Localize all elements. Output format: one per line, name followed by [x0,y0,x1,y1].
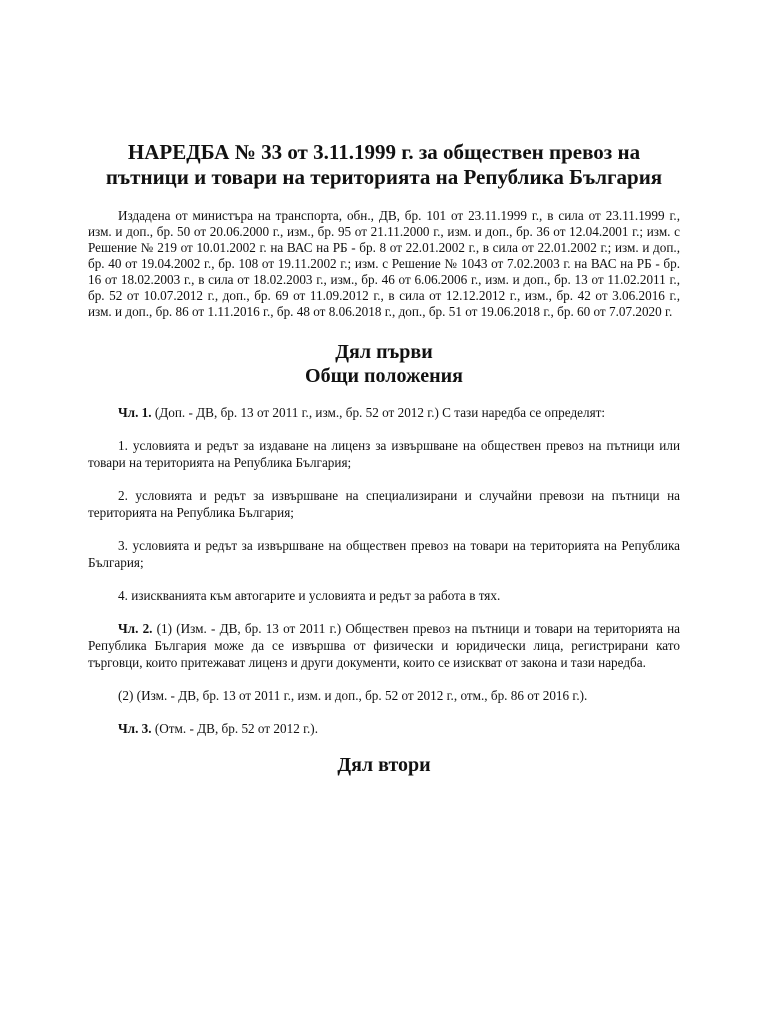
section-part-label: Дял втори [337,754,431,776]
article-text: (Отм. - ДВ, бр. 52 от 2012 г.). [151,721,318,736]
article-2-paragraph-2: (2) (Изм. - ДВ, бр. 13 от 2011 г., изм. и доп., бр. 52 от 2012 г., отм., бр. 86 от 2016 г.). [118,688,588,703]
article-1-item-2: 2. условията и редът за извършване на специализирани и случайни превози на пътници на територията на Република България; [88,488,680,520]
section-heading-part-two [88,753,680,777]
document-title: НАРЕДБА № 33 от 3.11.1999 г. за обществен превоз на пътници и товари на територията на Република България [105,140,663,189]
article-label: Чл. 1. [118,405,152,420]
section-part-label: Дял първи [335,341,433,363]
document-body [88,140,680,793]
issuance-note: Издадена от министъра на транспорта, обн., ДВ, бр. 101 от 23.11.1999 г., в сила от 23.11.1999 г., изм. и доп., бр. 50 от 20.06.2000 г., изм., бр. 95 от 21.11.2000 г., изм. и доп., бр. 36 от 12.04.2001 г.; изм. с Решение № 219 от 10.01.2002 г. на ВАС на РБ - бр. 8 от 22.01.2002 г., в сила от 22.01.2002 г.; изм. и доп., бр. 40 от 19.04.2002 г., бр. 108 от 19.11.2002 г.; изм. с Решение № 1043 от 7.02.2003 г. на ВАС на РБ - бр. 16 от 18.02.2003 г., в сила от 18.02.2003 г., изм., бр. 46 от 6.06.2006 г., изм. и доп., бр. 13 от 11.02.2011 г., бр. 52 от 10.07.2012 г., доп., бр. 69 от 11.09.2012 г., в сила от 12.12.2012 г., изм., бр. 42 от 3.06.2016 г., изм. и доп., бр. 86 от 1.11.2016 г., бр. 48 от 8.06.2018 г., доп., бр. 51 от 19.06.2018 г., бр. 60 от 7.07.2020 г. [88,208,680,319]
article-label: Чл. 2. [118,621,153,636]
article-1-item-1: 1. условията и редът за издаване на лиценз за извършване на обществен превоз на пътници или товари на територията на Република България; [88,438,680,470]
article-1 [88,404,680,421]
article-text: (Доп. - ДВ, бр. 13 от 2011 г., изм., бр. 52 от 2012 г.) С тази наредба се определят: [151,405,606,420]
article-1-item-3: 3. условията и редът за извършване на обществен превоз на товари на територията на Република България; [88,538,680,570]
article-text: (1) (Изм. - ДВ, бр. 13 от 2011 г.) Обществен превоз на пътници и товари на територията на Република България може да се извършва от физически и юридически лица, регистрирани като търговци, които притежават лиценз и други документи, които се изискват от закона и тази наредба. [88,621,680,670]
article-3 [88,720,680,737]
article-label: Чл. 3. [118,721,152,736]
section-heading-part-one [88,340,680,388]
article-1-item-4: 4. изискванията към автогарите и условията и редът за работа в тях. [118,588,501,603]
section-part-title: Общи положения [305,365,463,387]
article-2 [88,620,680,671]
